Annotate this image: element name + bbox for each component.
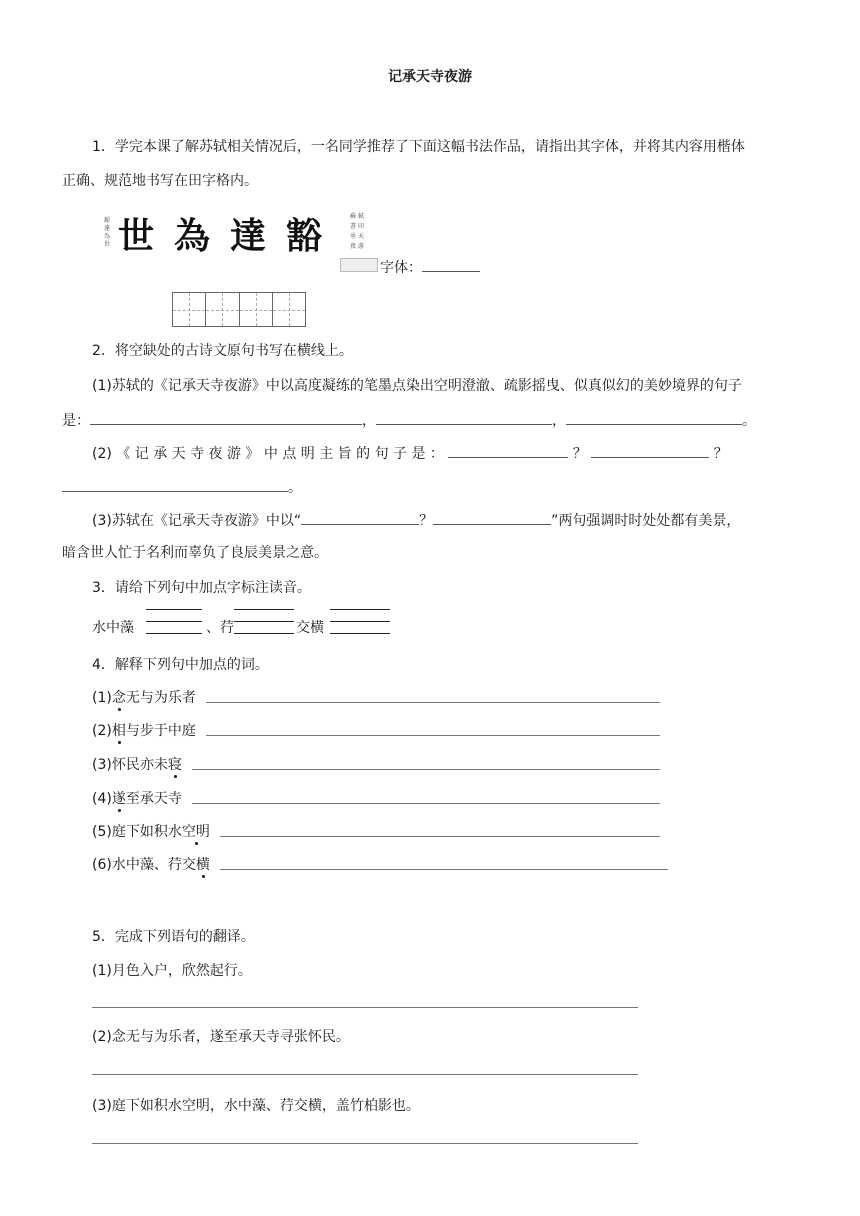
blank-3[interactable]: [566, 410, 742, 425]
period: 。: [288, 480, 302, 496]
blank-8[interactable]: [433, 510, 551, 525]
answer-line[interactable]: [220, 836, 660, 837]
answer-line[interactable]: [206, 735, 660, 736]
calligraphy-image: [100, 208, 372, 260]
dotted-char: 寝: [167, 757, 182, 773]
q2-heading: 2．将空缺处的古诗文原句书写在横线上。: [92, 343, 353, 359]
q2-s3-prefix: (3)苏轼在《记承天寺夜游》中以“: [92, 513, 302, 529]
q5-item-3: (3)庭下如积水空明，水中藻、荇交横，盖竹柏影也。: [92, 1098, 420, 1114]
answer-line[interactable]: [192, 803, 660, 804]
calligraphy-char-2: 為: [174, 215, 211, 257]
translation-line[interactable]: [92, 1143, 638, 1144]
translation-line[interactable]: [92, 1007, 638, 1008]
calligraphy-char-3: 達: [230, 215, 267, 257]
dotted-char: 念: [111, 690, 126, 706]
comma: ，: [362, 413, 376, 429]
q5-item-2: (2)念无与为乐者，遂至承天寺寻张怀民。: [92, 1029, 350, 1045]
svg-text:蘇: 蘇: [350, 213, 357, 220]
svg-text:印: 印: [358, 223, 365, 230]
svg-text:世: 世: [104, 241, 111, 248]
q4-item-6: (6)水中藻、荇交横: [92, 857, 210, 873]
q1-line2: 正确、规范地书写在田字格内。: [62, 173, 258, 189]
pinyin-sep: 、荇: [206, 620, 234, 636]
question-mark: ？: [419, 513, 434, 529]
font-blank[interactable]: [422, 257, 480, 272]
q2-s3-suffix: ”两句强调时时处处都有美景，: [551, 513, 741, 529]
tian-zi-grid[interactable]: [172, 292, 306, 327]
q2-s3-line2: 暗含世人忙于名利而辜负了良辰美景之意。: [62, 545, 328, 561]
q2-s1-line1: (1)苏轼的《记承天寺夜游》中以高度凝练的笔墨点染出空明澄澈、疏影摇曳、似真似幻的美妙境界的句子: [92, 378, 742, 394]
blank-6[interactable]: [62, 477, 288, 492]
question-mark: ？: [572, 446, 587, 462]
svg-text:軾: 軾: [358, 213, 365, 220]
calligraphy-char-1: 世: [118, 215, 155, 257]
q2-s1-line2: [62, 410, 756, 431]
svg-text:為: 為: [104, 233, 111, 240]
svg-text:達: 達: [104, 225, 111, 232]
grid-cell[interactable]: [173, 293, 206, 326]
font-answer: [380, 257, 480, 277]
q4-item-2: (2)相与步于中庭: [92, 723, 196, 739]
q5-item-1: (1)月色入户，欣然起行。: [92, 963, 252, 979]
answer-line[interactable]: [206, 702, 660, 703]
q4-item-5: (5)庭下如积水空明: [92, 824, 210, 840]
period: 。: [742, 413, 756, 429]
q2-s2-prefix: (2) 《 记 承 天 寺 夜 游 》 中 点 明 主 旨 的 句 子 是 ：: [92, 446, 444, 462]
pinyin-word-a: 水中藻: [92, 620, 134, 636]
q2-s3-line1: [92, 510, 740, 531]
answer-line[interactable]: [192, 769, 660, 770]
svg-text:夜: 夜: [350, 243, 357, 250]
blank-1[interactable]: [90, 410, 362, 425]
dotted-char: 横: [195, 857, 210, 873]
blank-4[interactable]: [448, 443, 568, 458]
q2-s1-prefix: 是：: [62, 413, 90, 429]
q4-item-3: (3)怀民亦未寝: [92, 757, 182, 773]
svg-text:天: 天: [358, 233, 365, 240]
grid-cell[interactable]: [273, 293, 305, 326]
seal-stamp-icon: [340, 258, 378, 272]
answer-line[interactable]: [220, 869, 668, 870]
grid-cell[interactable]: [206, 293, 239, 326]
q2-s2-line1: [92, 443, 728, 464]
question-mark: ？: [713, 446, 728, 462]
svg-text:承: 承: [350, 233, 357, 240]
dotted-char: 遂: [111, 791, 126, 807]
q3-heading: 3．请给下列句中加点字标注读音。: [92, 580, 311, 596]
font-label: 字体：: [380, 260, 422, 276]
calligraphy-char-4: 豁: [286, 215, 323, 257]
dotted-char: 空明: [181, 824, 210, 840]
grid-cell[interactable]: [240, 293, 273, 326]
blank-7[interactable]: [301, 510, 419, 525]
pinyin-exercise: [92, 606, 392, 644]
q4-heading: 4．解释下列句中加点的词。: [92, 657, 269, 673]
comma: ，: [552, 413, 566, 429]
q4-item-4: (4)遂至承天寺: [92, 791, 182, 807]
pinyin-word-b: 交横: [296, 620, 324, 636]
svg-text:游: 游: [358, 243, 365, 250]
q4-item-1: (1)念无与为乐者: [92, 690, 196, 706]
blank-2[interactable]: [376, 410, 552, 425]
blank-5[interactable]: [591, 443, 709, 458]
q2-s2-line2: [62, 477, 302, 498]
svg-text:豁: 豁: [104, 217, 111, 224]
q5-heading: 5．完成下列语句的翻译。: [92, 929, 255, 945]
dotted-char: 相: [111, 723, 126, 739]
translation-line[interactable]: [92, 1074, 638, 1075]
svg-text:書: 書: [350, 223, 357, 230]
page-title: 记承天寺夜游: [388, 69, 472, 85]
q1-line1: 1．学完本课了解苏轼相关情况后，一名同学推荐了下面这幅书法作品，请指出其字体，并将其内容用楷体: [92, 139, 745, 155]
